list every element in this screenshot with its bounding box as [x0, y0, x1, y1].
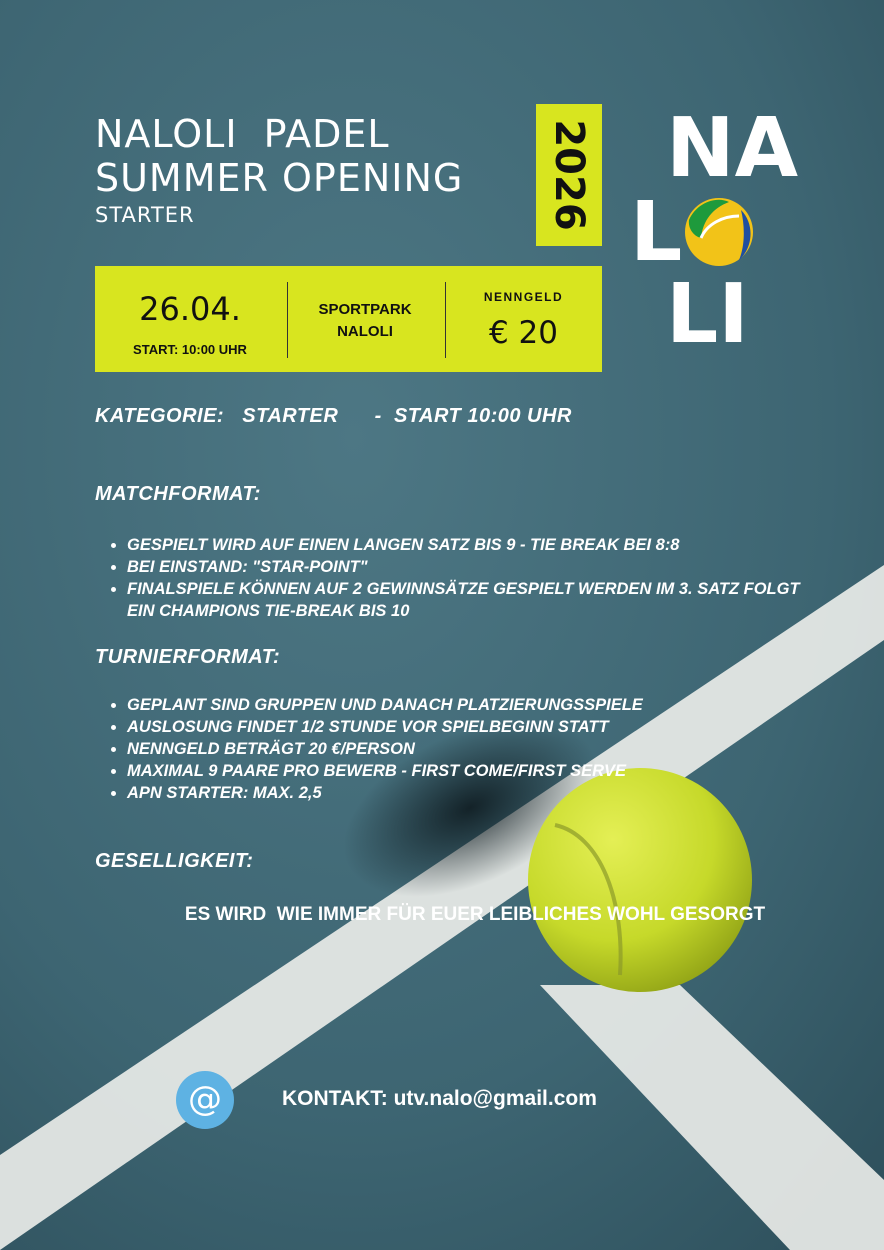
- matchformat-heading: MATCHFORMAT:: [95, 483, 261, 505]
- start-time: START: 10:00 UHR: [133, 342, 247, 357]
- turnierformat-list: [105, 694, 827, 804]
- list-item: • GESPIELT WIRD AUF EINEN LANGEN SATZ BIS 9 - TIE BREAK BEI 8:8: [127, 534, 807, 556]
- fee-label: NENNGELD: [483, 290, 564, 304]
- year-badge: [536, 104, 602, 246]
- padel-ball-icon: [683, 196, 755, 268]
- year-label: 2026: [546, 119, 592, 231]
- naloli-logo: [630, 101, 810, 362]
- category-line: KATEGORIE: STARTER - START 10:00 UHR: [95, 405, 572, 427]
- logo-row2-letter: L: [630, 185, 683, 280]
- event-date: 26.04.: [139, 290, 241, 328]
- list-item: • MAXIMAL 9 PAARE PRO BEWERB - FIRST COME/FIRST SERVE: [127, 760, 827, 782]
- logo-ball-o: [683, 196, 755, 268]
- geselligkeit-text: ES WIRD WIE IMMER FÜR EUER LEIBLICHES WOHL GESORGT: [184, 904, 766, 925]
- list-item: • NENNGELD BETRÄGT 20 €/PERSON: [127, 738, 827, 760]
- event-subtitle: STARTER: [95, 203, 195, 227]
- at-icon: @: [176, 1071, 234, 1129]
- turnierformat-heading: TURNIERFORMAT:: [95, 646, 281, 668]
- fee-value: € 20: [488, 315, 559, 351]
- event-title-line2: SUMMER OPENING: [95, 156, 464, 200]
- venue-line1: SPORTPARK: [318, 301, 412, 318]
- venue: [287, 299, 443, 343]
- logo-row1: NA: [666, 101, 799, 196]
- logo-row3: LI: [666, 267, 749, 362]
- matchformat-list: [105, 534, 807, 622]
- list-item: • APN STARTER: MAX. 2,5: [127, 782, 827, 804]
- contact-email[interactable]: KONTAKT: utv.nalo@gmail.com: [282, 1087, 597, 1110]
- venue-line2: NALOLI: [337, 323, 393, 340]
- list-item: • GEPLANT SIND GRUPPEN UND DANACH PLATZIERUNGSSPIELE: [127, 694, 827, 716]
- list-item: • BEI EINSTAND: "STAR-POINT": [127, 556, 807, 578]
- list-item: • FINALSPIELE KÖNNEN AUF 2 GEWINNSÄTZE GESPIELT WERDEN IM 3. SATZ FOLGT EIN CHAMPIONS TIE-BREAK BIS 10: [127, 578, 807, 622]
- list-item: • AUSLOSUNG FINDET 1/2 STUNDE VOR SPIELBEGINN STATT: [127, 716, 827, 738]
- info-box: [95, 266, 602, 372]
- event-title-line1: NALOLI PADEL: [95, 112, 390, 156]
- geselligkeit-heading: GESELLIGKEIT:: [95, 850, 254, 872]
